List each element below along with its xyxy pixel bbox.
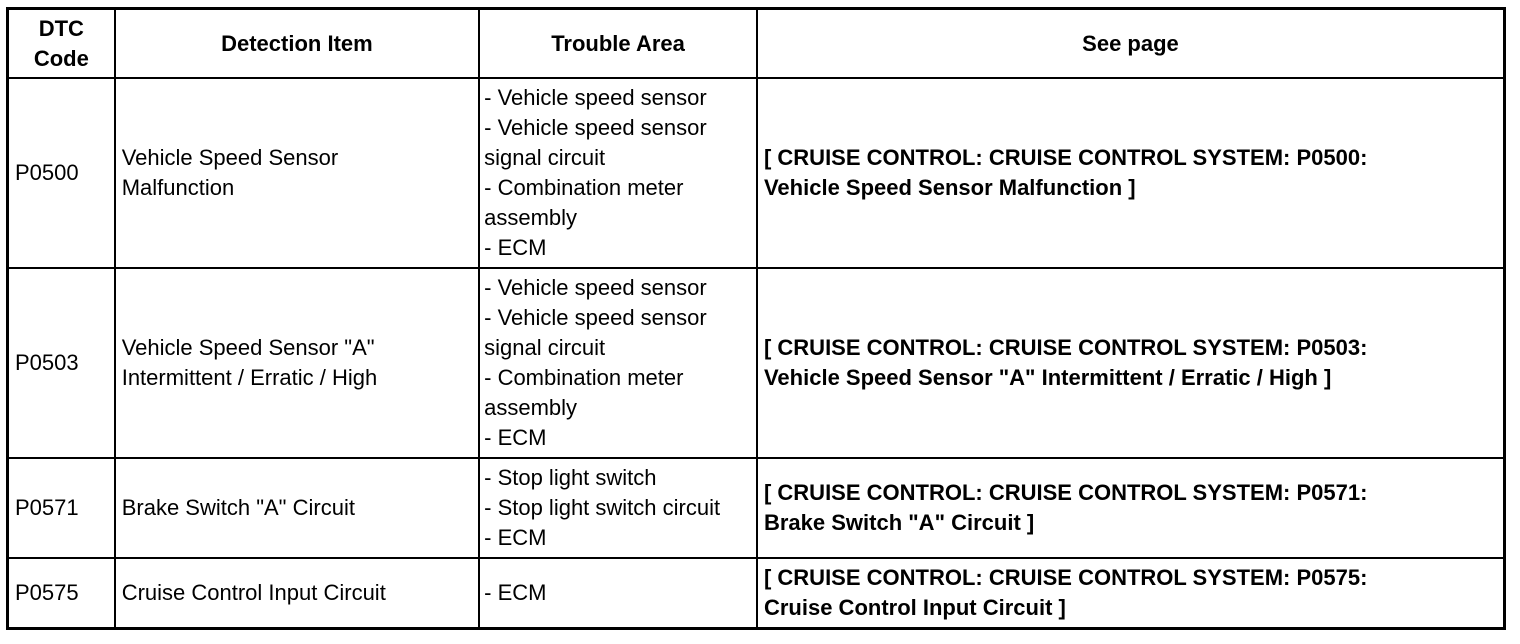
detection-item-line: Malfunction xyxy=(121,175,235,200)
trouble-area-cell xyxy=(479,458,757,558)
detection-item-line: Vehicle Speed Sensor xyxy=(121,145,339,170)
trouble-area-line: signal circuit xyxy=(484,335,606,360)
trouble-area-line: - ECM xyxy=(484,425,547,450)
see-page-line: [ CRUISE CONTROL: CRUISE CONTROL SYSTEM: P0503: xyxy=(763,335,1368,360)
table-row xyxy=(8,558,1505,628)
trouble-area-line: - Vehicle speed sensor xyxy=(484,85,707,110)
dtc-code-cell: P0571 xyxy=(8,458,115,558)
trouble-area-line: signal circuit xyxy=(484,145,606,170)
trouble-area-line: - ECM xyxy=(484,525,547,550)
trouble-area-line: - ECM xyxy=(484,579,547,605)
see-page-link[interactable] xyxy=(757,558,1505,628)
detection-item-cell xyxy=(115,268,479,458)
trouble-area-line: assembly xyxy=(484,205,578,230)
header-dtc-code-line2: Code xyxy=(33,45,89,71)
table-row xyxy=(8,268,1505,458)
header-detection-item: Detection Item xyxy=(115,9,479,79)
see-page-line: Vehicle Speed Sensor "A" Intermittent / Erratic / High ] xyxy=(763,365,1332,390)
dtc-code-cell: P0575 xyxy=(8,558,115,628)
header-trouble-area: Trouble Area xyxy=(479,9,757,79)
detection-item-line: Vehicle Speed Sensor "A" xyxy=(121,335,375,360)
header-see-page: See page xyxy=(757,9,1505,79)
table-row xyxy=(8,458,1505,558)
header-dtc-code-line1: DTC xyxy=(38,15,84,41)
see-page-line: [ CRUISE CONTROL: CRUISE CONTROL SYSTEM: P0575: xyxy=(763,564,1368,590)
see-page-line: [ CRUISE CONTROL: CRUISE CONTROL SYSTEM: P0500: xyxy=(763,145,1368,170)
trouble-area-line: - Combination meter xyxy=(484,175,684,200)
trouble-area-line: - Combination meter xyxy=(484,365,684,390)
see-page-line: Cruise Control Input Circuit ] xyxy=(763,594,1066,620)
trouble-area-line: assembly xyxy=(484,395,578,420)
see-page-line: Vehicle Speed Sensor Malfunction ] xyxy=(763,175,1136,200)
dtc-table-container xyxy=(6,7,1506,630)
trouble-area-line: - ECM xyxy=(484,235,547,260)
trouble-area-line: - Vehicle speed sensor xyxy=(484,115,707,140)
table-row xyxy=(8,78,1505,268)
see-page-link[interactable] xyxy=(757,458,1505,558)
detection-item-cell xyxy=(115,78,479,268)
trouble-area-line: - Vehicle speed sensor xyxy=(484,305,707,330)
trouble-area-cell xyxy=(479,558,757,628)
dtc-code-cell: P0503 xyxy=(8,268,115,458)
detection-item-line: Intermittent / Erratic / High xyxy=(121,365,378,390)
detection-item-line: Cruise Control Input Circuit xyxy=(121,579,386,605)
trouble-area-line: - Stop light switch xyxy=(484,465,657,490)
header-row xyxy=(8,9,1505,79)
trouble-area-cell xyxy=(479,78,757,268)
see-page-link[interactable] xyxy=(757,78,1505,268)
detection-item-cell xyxy=(115,558,479,628)
dtc-code-cell: P0500 xyxy=(8,78,115,268)
detection-item-line: Brake Switch "A" Circuit xyxy=(121,495,355,520)
dtc-table xyxy=(6,7,1506,630)
header-dtc-code xyxy=(8,9,115,79)
see-page-line: [ CRUISE CONTROL: CRUISE CONTROL SYSTEM: P0571: xyxy=(763,480,1368,505)
trouble-area-line: - Stop light switch circuit xyxy=(484,495,721,520)
see-page-link[interactable] xyxy=(757,268,1505,458)
see-page-line: Brake Switch "A" Circuit ] xyxy=(763,510,1035,535)
detection-item-cell xyxy=(115,458,479,558)
trouble-area-line: - Vehicle speed sensor xyxy=(484,275,707,300)
trouble-area-cell xyxy=(479,268,757,458)
